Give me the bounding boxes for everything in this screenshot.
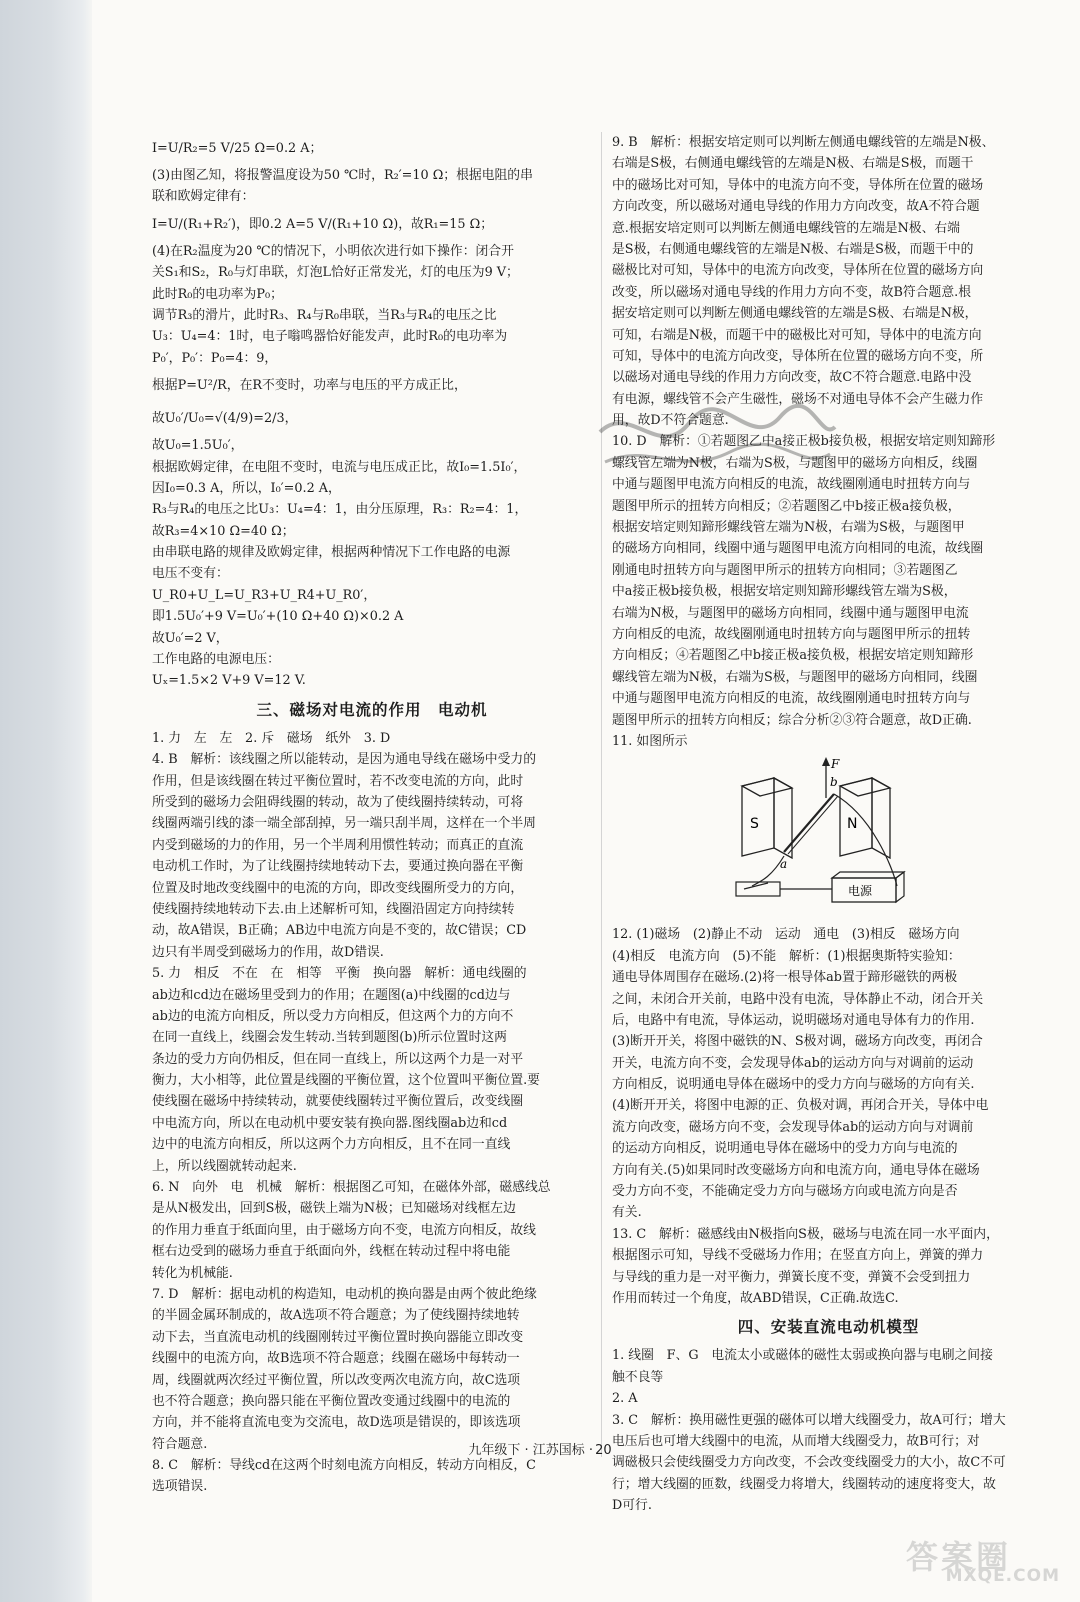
watermark-cn: 答案圈 [906, 1538, 1012, 1576]
text-line: 衡力，大小相等，此位置是线圈的平衡位置，这个位置叫平衡位置.要 [152, 1073, 540, 1089]
text-line: 也不符合题意；换向器只能在平衡位置改变通过线圈中的电流的 [152, 1393, 511, 1409]
text-line: 中电流方向，所以在电动机中要安装有换向器.图线圈ab边和cd [152, 1115, 508, 1131]
page-number: 20 [595, 1443, 612, 1458]
watermark [906, 1532, 1066, 1586]
text-line: 螺线管左端为N极，右端为S极，与题图甲的磁场方向相同，线圈 [612, 669, 978, 685]
text-line: 3. C 解析：换用磁性更强的磁体可以增大线圈受力，故A可行；增大 [612, 1412, 1006, 1428]
section-heading-4: 四、安装直流电动机模型 [737, 1318, 920, 1337]
handwritten-stamp [590, 392, 840, 482]
text-line: 故U₀=1.5U₀′， [152, 438, 244, 454]
text-line: 条边的受力方向仍相反，但在同一直线上，所以这两个力是一对平 [152, 1051, 524, 1067]
left-solution-text [152, 132, 592, 692]
text-line: 用，故D不符合题意. [612, 413, 729, 429]
b-label: b [830, 775, 838, 790]
text-line: 即1.5U₀′+9 V=U₀′+(10 Ω+40 Ω)×0.2 A [152, 609, 404, 625]
text-line: R₃与R₄的电压之比U₃：U₄=4：1，由分压原理，R₃：R₂=4：1， [152, 502, 528, 518]
text-line: 有关. [612, 1205, 642, 1221]
text-line: 有电源，螺线管不会产生磁性，磁场不对通电导体不会产生磁力作 [612, 391, 984, 407]
text-line: 根据P=U²/R，在R不变时，功率与电压的平方成正比， [152, 378, 467, 394]
text-line: 所受到的磁场力会阻碍线圈的转动，故为了使线圈持续转动，可将 [152, 794, 524, 810]
text-line: 8. C 解析：导线cd在这两个时刻电流方向相反，转动方向相反，C [152, 1458, 536, 1474]
text-line: (4)断开开关，将图中电源的正、负极对调，再闭合开关，导体中电 [612, 1098, 989, 1114]
text-line: 周，线圈就两次经过平衡位置，所以改变两次电流方向，故C选项 [152, 1372, 521, 1388]
s-label: S [750, 816, 759, 833]
text-line: 联和欧姆定律有： [152, 189, 255, 205]
right-answers-text-3 [612, 1345, 1045, 1516]
text-line: 13. C 解析：磁感线由N极指向S极，磁场与电流在同一水平面内， [612, 1226, 999, 1242]
text-line: 由串联电路的规律及欧姆定律，根据两种情况下工作电路的电源 [152, 545, 511, 561]
text-line: U_R0+U_L=U_R3+U_R4+U_R0′， [152, 587, 377, 603]
text-line: 动，故A错误，B正确；AB边中电流方向是不变的，故C错误；CD [152, 923, 527, 939]
watermark-url: MXQE.COM [945, 1566, 1060, 1586]
text-line: 可知，右端是N极，而题干中的磁极比对可知，导体中的电流方向 [612, 327, 982, 343]
text-line: 关S₁和S₂，R₀与灯串联，灯泡L恰好正常发光，灯的电压为9 V； [152, 265, 519, 281]
text-line: 上，所以线圈就转动起来. [152, 1158, 297, 1174]
text-line: (3)由图乙知，将报警温度设为50 ℃时，R₂′=10 Ω；根据电阻的串 [152, 168, 533, 183]
text-line: 的半圆金属环制成的，故A选项不符合题意；为了使线圈持续地转 [152, 1308, 520, 1324]
text-line: 1. 线圈 F、G 电流太小或磁体的磁性太弱或换向器与电刷之间接 [612, 1348, 993, 1364]
text-line: D可行. [612, 1498, 652, 1514]
n-label: N [847, 816, 858, 833]
page-footer [0, 1439, 1080, 1458]
text-line: 是从N极发出，回到S极，磁铁上端为N极；已知磁场对线框左边 [152, 1201, 516, 1217]
text-line: 据安培定则可以判断左侧通电螺线管的左端是S极、右端是N极， [612, 306, 978, 322]
text-line: 调节R₃的滑片，此时R₃、R₄与R₀串联，当R₃与R₄的电压之比 [152, 307, 497, 323]
text-line: 中通与题图甲电流方向相反的电流，故线圈刚通电时扭转方向与 [612, 691, 971, 707]
text-line: 螺线管左端为N极，右端为S极，与题图甲的磁场方向相反，线圈 [612, 455, 978, 471]
text-line: 1. 力 左 左 2. 斥 磁场 纸外 3. D [152, 730, 391, 746]
text-line: 内受到磁场的力的作用，另一个半周利用惯性转动；而真正的直流 [152, 837, 524, 853]
text-line: 中通与题图甲电流方向相反的电流，故线圈刚通电时扭转方向与 [612, 477, 971, 493]
text-line: 之间，未闭合开关前，电路中没有电流，导体静止不动，闭合开关 [612, 991, 984, 1007]
text-line: 作用而转过一个角度，故ABD错误，C正确.故选C. [612, 1290, 899, 1306]
f-label: F [831, 757, 840, 772]
section-heading-3: 三、磁场对电流的作用 电动机 [256, 700, 488, 719]
text-line: (4)在R₂温度为20 ℃的情况下，小明依次进行如下操作：闭合开 [152, 243, 514, 259]
text-line: 中的磁场比对可知，导体中的电流方向不变，导体所在位置的磁场 [612, 177, 984, 193]
text-line: 故U₀′/U₀=√(4/9)=2/3， [152, 411, 298, 427]
text-line: 通电导体周围存在磁场.(2)将一根导体ab置于蹄形磁铁的两极 [612, 970, 958, 986]
text-line: 边中的电流方向相反，所以这两个力方向相反，且不在同一直线 [152, 1137, 511, 1153]
text-line: 使线圈持续地转动下去.由上述解析可知，线圈沿固定方向持续转 [152, 901, 515, 917]
motor-figure [612, 752, 1045, 924]
text-line: 4. B 解析：该线圈之所以能转动，是因为通电导线在磁场中受力的 [152, 752, 536, 768]
left-column [152, 132, 592, 1498]
text-line: 触不良等 [612, 1369, 664, 1385]
a-label: a [780, 857, 788, 872]
text-line: 的运动方向相反，说明通电导体在磁场中的受力方向与电流的 [612, 1141, 958, 1157]
text-line: 12. (1)磁场 (2)静止不动 运动 通电 (3)相反 磁场方向 [612, 927, 960, 943]
text-line: 中a接正极b接负极，根据安培定则知蹄形螺线管左端为S极， [612, 584, 957, 600]
text-line: ab边和cd边在磁场里受到力的作用；在题图(a)中线圈的cd边与 [152, 987, 511, 1003]
text-line: (3)断开开关，将图中磁铁的N、S极对调，磁场方向改变，再闭合 [612, 1034, 983, 1050]
text-line: 转化为机械能. [152, 1265, 233, 1281]
text-line: (4)相反 电流方向 (5)不能 解析：(1)根据奥斯特实验知： [612, 948, 961, 964]
text-line: 意.根据安培定则可以判断左侧通电螺线管的左端是N极、右端 [612, 220, 960, 236]
text-line: 电动机工作时，为了让线圈持续地转动下去，要通过换向器在平衡 [152, 859, 524, 875]
right-answers-text-2 [612, 924, 1045, 1309]
right-column [612, 132, 1045, 1516]
text-line: 行；增大线圈的匝数，线圈受力将增大，线圈转动的速度将变大，故 [612, 1476, 996, 1492]
text-line: 改变，所以磁场对通电导线的作用力方向不变，故B符合题意.根 [612, 284, 971, 300]
text-line: 选项错误. [152, 1479, 208, 1495]
text-line: 开关，电流方向不变，会发现导体ab的运动方向与对调前的运动 [612, 1055, 974, 1071]
text-line: 方向，并不能将直流电变为交流电，故D选项是错误的，即该选项 [152, 1415, 521, 1431]
text-line: 根据安培定则知蹄形螺线管左端为N极，右端为S极，与题图甲 [612, 520, 965, 536]
text-line: I=U/(R₁+R₂′)，即0.2 A=5 V/(R₁+10 Ω)，故R₁=15 Ω； [152, 216, 494, 232]
text-line: 使线圈在磁场中持续转动，就要使线圈转过平衡位置后，改变线圈 [152, 1094, 524, 1110]
column-divider [601, 132, 602, 1457]
text-line: P₀′，P₀′：P₀=4：9， [152, 350, 278, 366]
text-line: 题图甲所示的扭转方向相反；综合分析②③符合题意，故D正确. [612, 712, 972, 728]
text-line: 后，电路中有电流，导体运动，说明磁场对通电导体有力的作用. [612, 1012, 975, 1028]
text-line: 故R₃=4×10 Ω=40 Ω； [152, 523, 295, 539]
text-line: 是S极，右侧通电螺线管的左端是N极、右端是S极，而题干中的 [612, 241, 974, 257]
text-line: 位置及时地改变线圈中的电流的方向，即改变线圈所受力的方向， [152, 880, 524, 896]
text-line: 5. 力 相反 不在 在 相等 平衡 换向器 解析：通电线圈的 [152, 966, 527, 982]
text-line: 方向相反的电流，故线圈刚通电时扭转方向与题图甲所示的扭转 [612, 626, 971, 642]
text-line: 的作用力垂直于纸面向里，由于磁场方向不变，电流方向相反，故线 [152, 1222, 536, 1238]
text-line: 可知，导体中的电流方向改变，导体所在位置的磁场方向不变，所 [612, 348, 984, 364]
text-line: 9. B 解析：根据安培定则可以判断左侧通电螺线管的左端是N极、 [612, 135, 995, 150]
text-line: 根据欧姆定律，在电阻不变时，电流与电压成正比，故I₀=1.5I₀′， [152, 459, 527, 475]
text-line: 方向有关.(5)如果同时改变磁场方向和电流方向，通电导体在磁场 [612, 1162, 980, 1178]
text-line: 7. D 解析：据电动机的构造知，电动机的换向器是由两个彼此绝缘 [152, 1286, 537, 1302]
text-line: 边只有半周受到磁场力的作用，故D错误. [152, 944, 384, 960]
switch [736, 882, 780, 896]
text-line: 10. D 解析：①若题图乙中a接正极b接负极，根据安培定则知蹄形 [612, 434, 996, 450]
text-line: 的磁场方向相同，线圈中通与题图甲电流方向相同的电流，故线圈 [612, 541, 984, 557]
left-answers-text [152, 728, 592, 1498]
text-line: 框右边受到的磁场力垂直于纸面向外，线框在转动过程中将电能 [152, 1244, 511, 1260]
text-line: 右端为N极，与题图甲的磁场方向相同，线圈中通与题图甲电流 [612, 605, 969, 621]
text-line: Uₓ=1.5×2 V+9 V=12 V. [152, 673, 306, 689]
text-line: 磁极比对可知，导体中的电流方向改变，导体所在位置的磁场方向 [612, 263, 984, 279]
text-line: ab边的电流方向相反，所以受力方向相反，但这两个力的方向不 [152, 1008, 514, 1024]
text-line: 作用，但是该线圈在转过平衡位置时，若不改变电流的方向，此时 [152, 773, 524, 789]
text-line: 与导线的重力是一对平衡力，弹簧长度不变，弹簧不会受到扭力 [612, 1269, 971, 1285]
magnet-wire-diagram [722, 756, 942, 921]
text-line: 因I₀=0.3 A，所以，I₀′=0.2 A， [152, 480, 341, 496]
text-line: 2. A [612, 1391, 638, 1407]
text-line: 方向相反，说明通电导体在磁场中的受力方向与磁场的方向有关. [612, 1077, 975, 1093]
text-line: 根据图示可知，导线不受磁场力作用；在竖直方向上，弹簧的弹力 [612, 1248, 984, 1264]
text-line: 线圈两端引线的漆一端全部刮掉，另一端只刮半周，这样在一个半周 [152, 816, 536, 832]
power-label: 电源 [848, 884, 873, 899]
text-line: 电压不变有： [152, 566, 229, 582]
text-line: 调磁极只会使线圈受力方向改变，不会改变线圈受力的大小，故C不可 [612, 1455, 1006, 1471]
text-line: 6. N 向外 电 机械 解析：根据图乙可知，在磁体外部，磁感线总 [152, 1180, 551, 1196]
scan-edge-shadow [0, 0, 92, 1602]
text-line: 线圈中的电流方向，故B选项不符合题意；线圈在磁场中每转动一 [152, 1351, 520, 1367]
text-line: 题图甲所示的扭转方向相反；②若题图乙中b接正极a接负极， [612, 498, 961, 514]
text-line: U₃：U₄=4：1时，电子嗡鸣器恰好能发声，此时R₀的电功率为 [152, 329, 508, 345]
text-line: 11. 如图所示 [612, 733, 688, 749]
text-line: 流方向改变，磁场方向不变，会发现导体ab的运动方向与对调前 [612, 1119, 974, 1135]
text-line: 以磁场对通电导线的作用力方向改变，故C不符合题意.电路中没 [612, 370, 972, 386]
footer-label: 九年级下 · 江苏国标 · [468, 1443, 594, 1458]
text-line: 电压后也可增大线圈中的电流，从而增大线圈受力，故B可行；对 [612, 1433, 980, 1449]
text-line: 在同一直线上，线圈会发生转动.当转到题图(b)所示位置时这两 [152, 1030, 507, 1046]
text-line: 方向相反；④若题图乙中b接正极a接负极，根据安培定则知蹄形 [612, 648, 974, 664]
text-line: 故U₀′=2 V， [152, 630, 229, 646]
text-line: 动下去，当直流电动机的线圈刚转过平衡位置时换向器能立即改变 [152, 1329, 524, 1345]
text-line: 右端是S极，右侧通电螺线管的左端是N极、右端是S极，而题干 [612, 156, 974, 172]
text-line: 刚通电时扭转方向与题图甲所示的扭转方向相同；③若题图乙 [612, 562, 958, 578]
text-line: 受力方向不变，不能确定受力方向与磁场方向或电流方向是否 [612, 1184, 958, 1200]
text-line: 此时R₀的电功率为P₀； [152, 286, 283, 302]
text-line: I=U/R₂=5 V/25 Ω=0.2 A； [152, 141, 323, 156]
text-line: 符合题意. [152, 1436, 208, 1452]
text-line: 方向改变，所以磁场对通电导线的作用力方向改变，故A不符合题 [612, 199, 980, 215]
text-line: 工作电路的电源电压： [152, 652, 280, 668]
